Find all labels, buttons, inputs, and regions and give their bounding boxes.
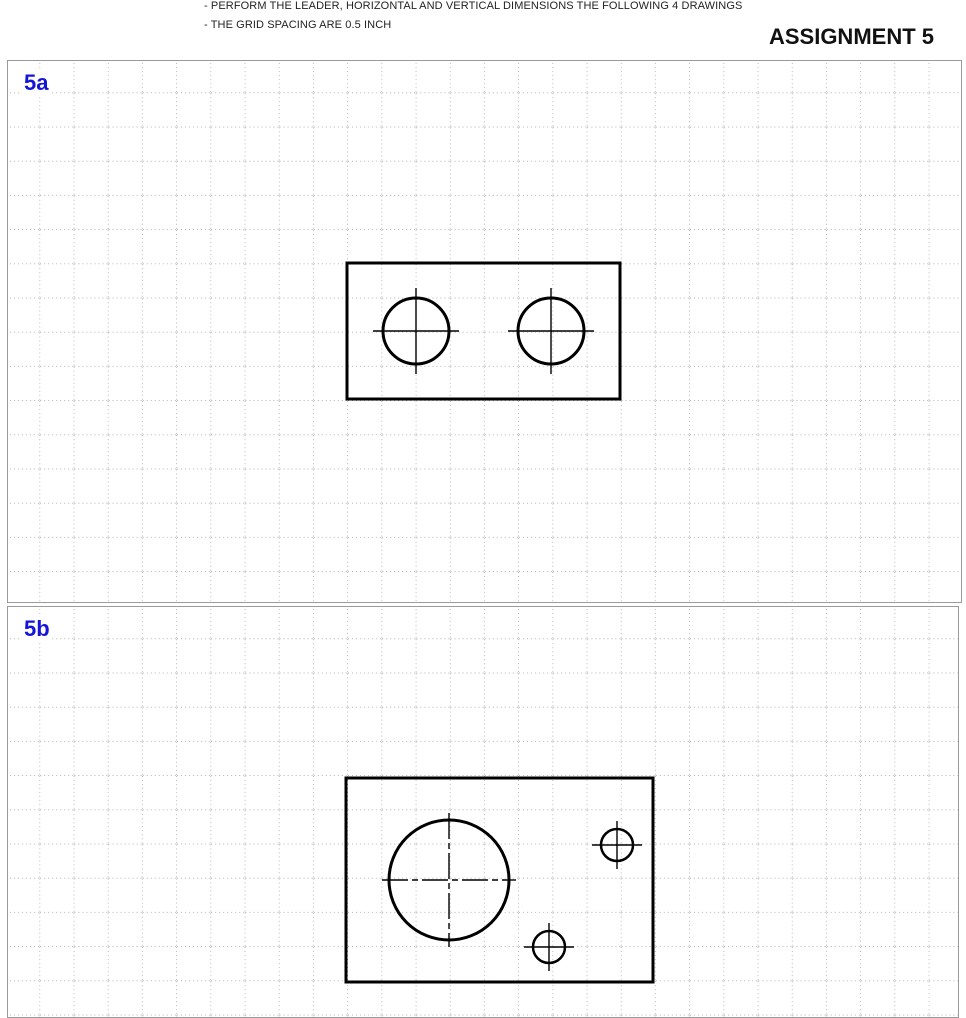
assignment-title: ASSIGNMENT 5 xyxy=(768,24,934,49)
grid xyxy=(8,61,961,602)
instruction-line-2: - THE GRID SPACING ARE 0.5 INCH xyxy=(204,19,392,31)
drawing-5b xyxy=(8,607,958,1017)
panel-label-5b: 5b xyxy=(24,616,50,641)
instruction-line-1: - PERFORM THE LEADER, HORIZONTAL AND VERTICAL DIMENSIONS THE FOLLOWING 4 DRAWINGS xyxy=(204,0,743,12)
panel-label-5a: 5a xyxy=(24,70,49,95)
drawing-5a xyxy=(8,61,961,602)
grid xyxy=(8,607,958,1017)
drawing-panel-5b xyxy=(7,606,959,1018)
drawing-panel-5a xyxy=(7,60,962,603)
